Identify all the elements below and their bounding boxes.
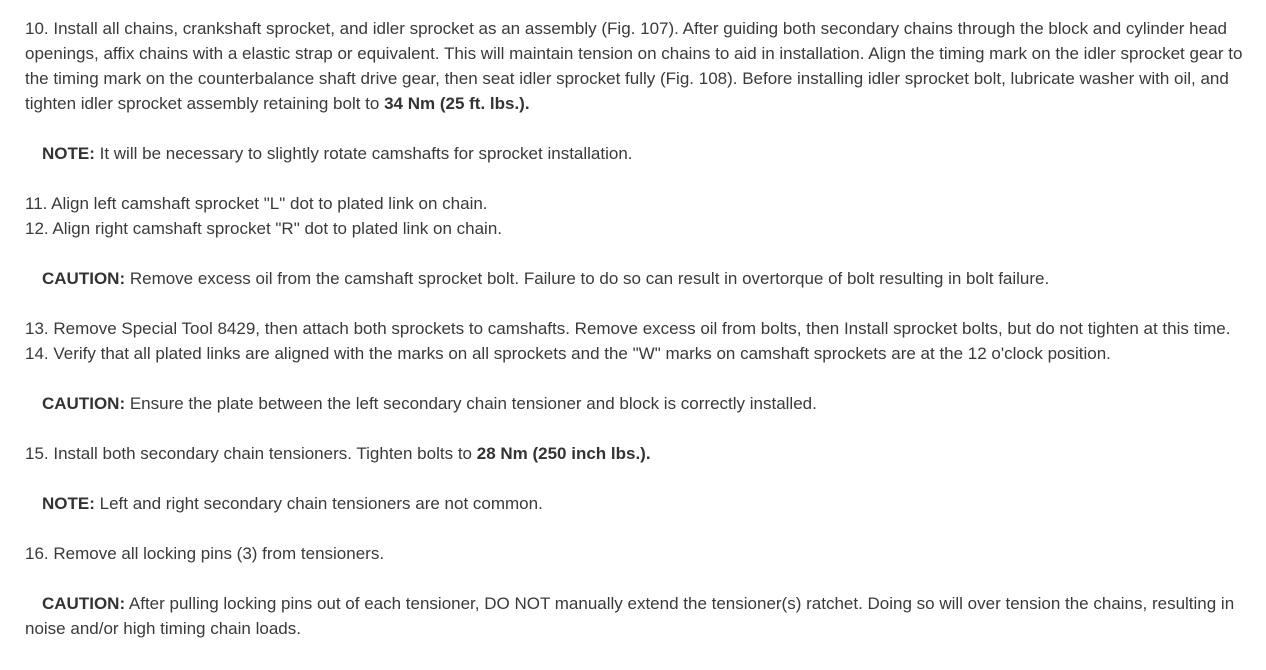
step-15-torque: 28 Nm (250 inch lbs.). [476,444,651,463]
caution-label: CAUTION: [42,394,126,413]
note-text: Left and right secondary chain tensioners are not common. [94,494,543,513]
note-tensioners-not-common [25,491,1246,516]
note-sprocket-rotation [25,141,1246,166]
spacer [25,291,1246,316]
spacer [25,416,1246,441]
step-10 [25,16,1246,116]
spacer [25,241,1246,266]
caution-tensioner-plate [25,391,1246,416]
step-11: 11. Align left camshaft sprocket "L" dot to plated link on chain. [25,194,488,213]
caution-label: CAUTION: [42,594,126,613]
spacer [25,516,1246,541]
step-10-torque: 34 Nm (25 ft. lbs.). [384,94,530,113]
step-16: 16. Remove all locking pins (3) from tensioners. [25,544,385,563]
spacer [25,466,1246,491]
caution-text: Ensure the plate between the left secondary chain tensioner and block is correctly installed. [125,394,817,413]
caution-text: After pulling locking pins out of each tensioner, DO NOT manually extend the tensioner(s) ratchet. Doing so will over tension the chains, resulting in noise and/or high timing chain loads. [25,594,1235,638]
step-15 [25,441,1246,466]
note-label: NOTE: [42,144,95,163]
step-10-text: 10. Install all chains, crankshaft sprocket, and idler sprocket as an assembly (Fig. 107). After guiding both secondary chains through the block and cylinder head openings, affix chains with a elastic strap or equivalent. This will maintain tension on chains to aid in installation. Align the timing mark on the idler sprocket gear to the timing mark on the counterbalance shaft drive gear, then seat idler sprocket fully (Fig. 108). Before installing idler sprocket bolt, lubricate washer with oil, and tighten idler sprocket assembly retaining bolt to [25,19,1243,113]
caution-text: Remove excess oil from the camshaft sprocket bolt. Failure to do so can result in overtorque of bolt resulting in bolt failure. [125,269,1050,288]
spacer [25,566,1246,591]
step-14: 14. Verify that all plated links are aligned with the marks on all sprockets and the "W" marks on camshaft sprockets are at the 12 o'clock position. [25,344,1111,363]
step-13: 13. Remove Special Tool 8429, then attach both sprockets to camshafts. Remove excess oil from bolts, then Install sprocket bolts, but do not tighten at this time. [25,319,1231,338]
caution-locking-pins [25,591,1246,641]
note-text: It will be necessary to slightly rotate camshafts for sprocket installation. [94,144,633,163]
spacer [25,366,1246,391]
step-15-text: 15. Install both secondary chain tensioners. Tighten bolts to [25,444,477,463]
caution-label: CAUTION: [42,269,126,288]
spacer [25,166,1246,191]
spacer [25,116,1246,141]
caution-sprocket-bolt [25,266,1246,291]
note-label: NOTE: [42,494,95,513]
step-12: 12. Align right camshaft sprocket "R" dot to plated link on chain. [25,219,502,238]
